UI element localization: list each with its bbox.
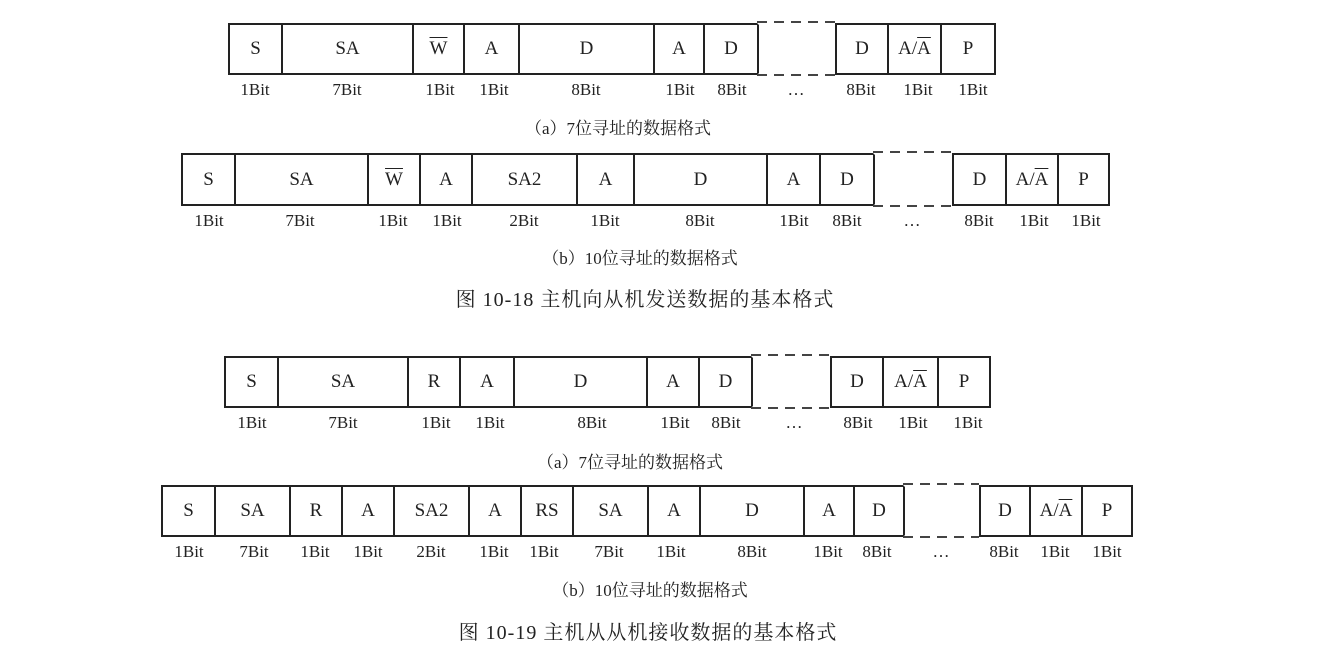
cell-ack: A <box>646 358 698 406</box>
frame-diagram-2 <box>181 153 1110 206</box>
cell-ack: A <box>459 358 513 406</box>
bit-width: 8Bit <box>711 413 741 432</box>
cell-ack-nack <box>887 25 940 73</box>
cell-ack-nack <box>1029 487 1081 535</box>
cell-slave-address-2: SA2 <box>393 487 468 535</box>
ellipsis: … <box>903 211 921 230</box>
ellipsis: … <box>785 413 803 432</box>
bit-width: 1Bit <box>590 211 620 230</box>
cell-data: D <box>633 155 766 204</box>
bit-width: 1Bit <box>378 211 408 230</box>
cell-slave-address: SA <box>281 25 412 73</box>
bit-width: 8Bit <box>571 80 601 99</box>
dashed-continuation <box>873 151 953 208</box>
bit-width: 1Bit <box>813 542 843 561</box>
cell-stop: P <box>937 358 991 406</box>
caption-10bit: （b）10位寻址的数据格式 <box>542 249 738 268</box>
cell-data: D <box>819 155 873 204</box>
cell-data: D <box>698 358 751 406</box>
cell-ack: A <box>766 155 819 204</box>
bit-width: 1Bit <box>1040 542 1070 561</box>
cell-data: D <box>699 487 803 535</box>
bit-width: 1Bit <box>1019 211 1049 230</box>
bit-width: 8Bit <box>843 413 873 432</box>
cell-slave-address: SA <box>277 358 407 406</box>
figure-title-10-18: 图 10-18 主机向从机发送数据的基本格式 <box>455 289 835 311</box>
bit-width: 1Bit <box>779 211 809 230</box>
bit-width: 1Bit <box>237 413 267 432</box>
cell-data: D <box>518 25 653 73</box>
bit-width: 1Bit <box>903 80 933 99</box>
cell-ack: A <box>803 487 853 535</box>
bit-width: 7Bit <box>328 413 358 432</box>
cell-repeated-start: RS <box>520 487 572 535</box>
cell-ack: A <box>341 487 393 535</box>
cell-data: D <box>952 155 1005 204</box>
cell-start: S <box>228 25 281 73</box>
bit-width: 8Bit <box>846 80 876 99</box>
cell-data: D <box>830 358 882 406</box>
bit-width: 1Bit <box>656 542 686 561</box>
cell-ack-nack <box>1005 155 1057 204</box>
cell-write-bit <box>412 25 463 73</box>
bit-width: 1Bit <box>425 80 455 99</box>
cell-ack: A <box>647 487 699 535</box>
bit-width: 8Bit <box>862 542 892 561</box>
bit-width: 1Bit <box>174 542 204 561</box>
cell-read-bit: R <box>289 487 341 535</box>
caption-10bit: （b）10位寻址的数据格式 <box>552 581 748 600</box>
bit-width: 8Bit <box>577 413 607 432</box>
bit-width: 1Bit <box>660 413 690 432</box>
cell-write-bit <box>367 155 419 204</box>
bit-width: 1Bit <box>300 542 330 561</box>
bit-width: 2Bit <box>416 542 446 561</box>
bit-width: 8Bit <box>737 542 767 561</box>
cell-slave-address: SA <box>572 487 647 535</box>
ellipsis: … <box>787 80 805 99</box>
bit-width: 1Bit <box>479 80 509 99</box>
frame-diagram-3 <box>224 356 991 408</box>
cell-start: S <box>224 358 277 406</box>
bit-width: 1Bit <box>353 542 383 561</box>
bit-width: 8Bit <box>964 211 994 230</box>
figure-title-10-19: 图 10-19 主机从从机接收数据的基本格式 <box>458 622 838 644</box>
bit-width: 1Bit <box>898 413 928 432</box>
cell-data: D <box>835 25 887 73</box>
bit-width: 1Bit <box>529 542 559 561</box>
bit-width: 7Bit <box>285 211 315 230</box>
frame-diagram-1 <box>228 23 996 75</box>
ack-nack-label: $A/\overline{A}$ <box>898 38 931 59</box>
cell-data: D <box>513 358 646 406</box>
bit-width: 1Bit <box>958 80 988 99</box>
cell-slave-address: SA <box>234 155 367 204</box>
dashed-continuation <box>751 354 831 410</box>
cell-slave-address: SA <box>214 487 289 535</box>
bit-width: 1Bit <box>475 413 505 432</box>
cell-stop: P <box>1057 155 1110 204</box>
ack-nack-label: $A/\overline{A}$ <box>894 371 927 392</box>
bit-width: 8Bit <box>832 211 862 230</box>
frame-diagram-4 <box>161 485 1133 537</box>
caption-7bit: （a）7位寻址的数据格式 <box>536 453 724 472</box>
bit-width: 8Bit <box>685 211 715 230</box>
caption-7bit: （a）7位寻址的数据格式 <box>524 119 712 138</box>
bit-width: 7Bit <box>239 542 269 561</box>
ellipsis: … <box>932 542 950 561</box>
cell-write-bit-label: $\overline{W}$ <box>385 168 403 190</box>
bit-width: 1Bit <box>1092 542 1122 561</box>
bit-width: 1Bit <box>479 542 509 561</box>
ack-nack-label: $A/\overline{A}$ <box>1039 500 1073 521</box>
bit-width: 1Bit <box>240 80 270 99</box>
ack-nack-label: $A/\overline{A}$ <box>1015 168 1049 190</box>
cell-data: D <box>979 487 1029 535</box>
dashed-continuation <box>903 483 979 539</box>
cell-read-bit: R <box>407 358 459 406</box>
cell-ack: A <box>576 155 633 204</box>
cell-data: D <box>703 25 757 73</box>
bit-width: 1Bit <box>1071 211 1101 230</box>
bit-width: 8Bit <box>717 80 747 99</box>
bit-width: 1Bit <box>665 80 695 99</box>
bit-width: 1Bit <box>953 413 983 432</box>
bit-width: 2Bit <box>509 211 539 230</box>
cell-ack: A <box>419 155 471 204</box>
bit-width: 1Bit <box>432 211 462 230</box>
cell-start: S <box>161 487 214 535</box>
cell-ack: A <box>468 487 520 535</box>
cell-slave-address-2: SA2 <box>471 155 576 204</box>
cell-ack: A <box>653 25 703 73</box>
cell-ack-nack <box>882 358 937 406</box>
cell-ack: A <box>463 25 518 73</box>
cell-stop: P <box>940 25 996 73</box>
bit-width: 8Bit <box>989 542 1019 561</box>
bit-width: 1Bit <box>194 211 224 230</box>
cell-start: S <box>181 155 234 204</box>
dashed-continuation <box>757 21 837 77</box>
cell-write-bit-label: $\overline{W}$ <box>429 38 448 59</box>
bit-width: 1Bit <box>421 413 451 432</box>
cell-data: D <box>853 487 903 535</box>
bit-width: 7Bit <box>594 542 624 561</box>
cell-stop: P <box>1081 487 1133 535</box>
bit-width: 7Bit <box>332 80 362 99</box>
